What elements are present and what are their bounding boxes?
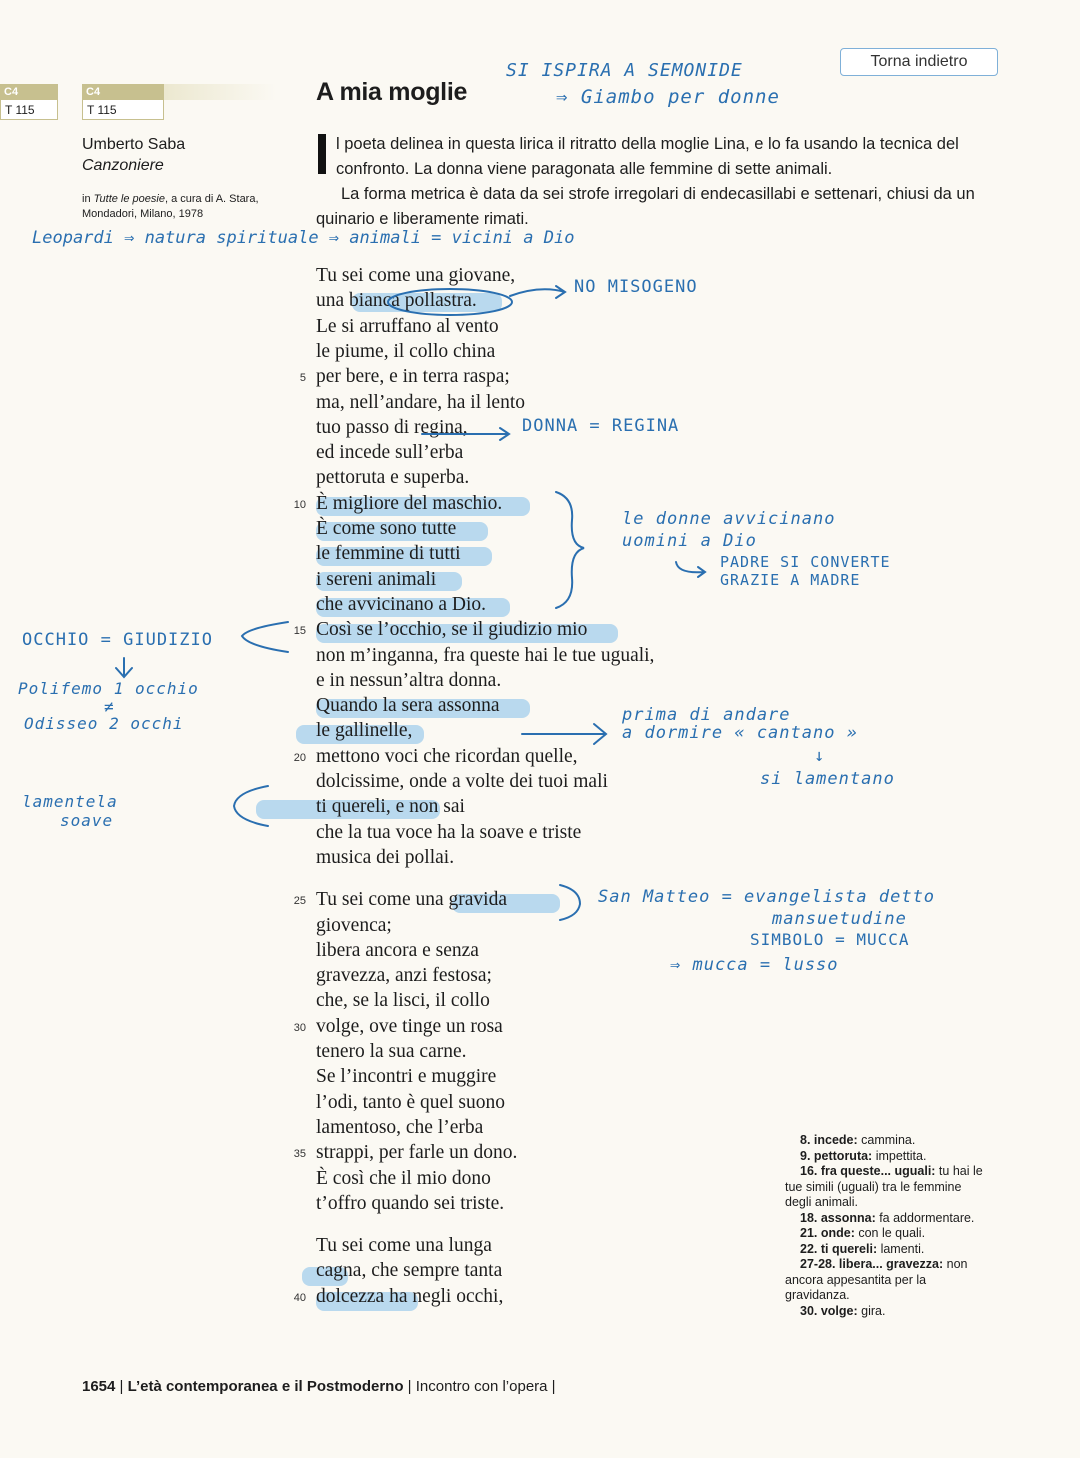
- annotation-arrow-down: ↓: [814, 746, 826, 766]
- chapter-tab-inner[interactable]: C4: [82, 84, 164, 100]
- line-number: 10: [293, 498, 306, 511]
- line-number: 40: [293, 1291, 306, 1304]
- annotation-polifemo: Polifemo 1 occhio: [18, 679, 199, 698]
- intro-paragraph-2: La forma metrica è data da sei strofe irregolari di endecasillabi e settenari, chiusi da un quinario e liberamente rimati.: [316, 185, 975, 228]
- source-info: in Tutte le poesie, a cura di A. Stara, Mondadori, Milano, 1978: [82, 193, 259, 220]
- annotation-matteo-4: ⇒ mucca = lusso: [670, 955, 839, 975]
- arrow-occhio-down: [116, 658, 132, 677]
- verse-line: che la tua voce ha la soave e triste: [316, 821, 582, 843]
- verse-line: ma, nell’andare, ha il lento: [316, 391, 525, 413]
- verse-line: Se l’incontri e muggire: [316, 1066, 497, 1088]
- author-name: Umberto Saba: [82, 136, 186, 153]
- footnote: 21. onde: con le quali.: [800, 1226, 926, 1240]
- intro-paragraph-1: l poeta delinea in questa lirica il ritratto della moglie Lina, e lo fa usando la tecnica del confronto. La donna viene paragonata alle femmine di sette animali.: [336, 135, 959, 178]
- line-number: 20: [293, 751, 306, 764]
- annotation-giambo: ⇒ Giambo per donne: [556, 86, 780, 108]
- chapter-tab-outer[interactable]: C4: [0, 84, 58, 100]
- collection-name: Canzoniere: [82, 157, 164, 174]
- footnote: 18. assonna: fa addormentare.: [800, 1210, 975, 1225]
- verse-line: Così se l’occhio, se il giudizio mio: [316, 619, 588, 641]
- footer-section: Incontro con l’opera: [415, 1378, 548, 1395]
- verse-line: mettono voci che ricordan quelle,: [316, 745, 578, 767]
- footnote: 22. ti quereli: lamenti.: [800, 1241, 925, 1256]
- annotation-occhio: OCCHIO = GIUDIZIO: [22, 630, 213, 650]
- annotation-prima-1: prima di andare: [622, 705, 791, 725]
- verse-line: una bianca pollastra.: [316, 290, 477, 312]
- verse-line: musica dei pollai.: [316, 846, 455, 868]
- poem-title: A mia moglie: [316, 78, 468, 106]
- page-footer: 1654 | L’età contemporanea e il Postmoderno | Incontro con l’opera |: [82, 1378, 556, 1395]
- verse-line: tenero la sua carne.: [316, 1041, 467, 1062]
- line-number: 5: [299, 372, 306, 385]
- verse-line: che avvicinano a Dio.: [316, 593, 487, 615]
- back-button[interactable]: Torna indietro: [840, 48, 998, 76]
- annotation-odisseo: Odisseo 2 occhi: [24, 714, 184, 733]
- annotation-prima-2: a dormire « cantano »: [622, 723, 858, 743]
- circle-pollastra: [388, 289, 512, 315]
- verse-line: ed incede sull’erba: [316, 442, 464, 464]
- verse-line: Tu sei come una giovane,: [316, 265, 516, 286]
- footnote: 9. pettoruta: impettita.: [800, 1148, 927, 1163]
- page-number: 1654: [82, 1378, 116, 1395]
- annotation-matteo-2: mansuetudine: [772, 909, 907, 929]
- verse-line: dolcissime, onde a volte dei tuoi mali: [316, 771, 608, 792]
- bracket-gravida: [560, 885, 580, 920]
- verse-line: volge, ove tinge un rosa: [316, 1015, 503, 1037]
- annotation-lamentela-1: lamentela: [22, 792, 118, 811]
- footnote: 8. incede: cammina.: [800, 1133, 916, 1147]
- verse-line: le femmine di tutti: [316, 543, 461, 565]
- verse-line: l’odi, tanto è quel suono: [316, 1091, 506, 1113]
- annotation-matteo-1: San Matteo = evangelista detto: [598, 887, 936, 907]
- annotation-not-equal: ≠: [104, 697, 115, 716]
- arrow-misogeno: [510, 286, 565, 298]
- verse-line: strappi, per farle un dono.: [316, 1142, 518, 1164]
- verse-line: cagna, che sempre tanta: [316, 1260, 503, 1282]
- footnote: 16. fra queste... uguali: tu hai le tue simili (uguali) tra le femmine degli animali.: [785, 1164, 983, 1209]
- annotation-matteo-3: SIMBOLO = MUCCA: [750, 930, 910, 949]
- verse-line: dolcezza ha negli occhi,: [316, 1285, 504, 1307]
- annotation-leopardi: Leopardi ⇒ natura spirituale ⇒ animali = vicini a Dio: [32, 228, 575, 248]
- arrow-prima: [522, 724, 606, 744]
- verse-line: pettoruta e superba.: [316, 467, 470, 489]
- verse-line: per bere, e in terra raspa;: [316, 366, 510, 388]
- annotation-misogeno: NO MISOGENO: [574, 277, 698, 297]
- verse-line: t’offro quando sei triste.: [316, 1192, 505, 1214]
- verse-line: Tu sei come una gravida: [316, 889, 507, 911]
- verse-line: giovenca;: [316, 914, 392, 936]
- annotation-semonide: SI ISPIRA A SEMONIDE: [506, 60, 743, 81]
- verse-line: Quando la sera assonna: [316, 695, 500, 717]
- annotation-dio-2: uomini a Dio: [622, 531, 757, 551]
- text-tab-inner[interactable]: T 115: [82, 100, 164, 120]
- verse-line: gravezza, anzi festosa;: [316, 965, 492, 987]
- line-number: 30: [293, 1021, 306, 1034]
- footnotes: [785, 1133, 985, 1319]
- annotation-padre-2: GRAZIE A MADRE: [720, 571, 861, 589]
- verse-line: i sereni animali: [316, 568, 437, 590]
- annotation-lamentano: si lamentano: [760, 769, 895, 789]
- line-number: 35: [293, 1148, 306, 1161]
- arrow-padre: [676, 562, 705, 577]
- verse-line: lamentoso, che l’erba: [316, 1116, 484, 1138]
- line-number: 25: [293, 895, 306, 908]
- verse-line: È così che il mio dono: [316, 1167, 491, 1189]
- annotation-regina: DONNA = REGINA: [522, 416, 680, 436]
- verse-line: tuo passo di regina,: [316, 416, 468, 438]
- bracket-lamentela: [234, 786, 268, 826]
- annotation-lamentela-2: soave: [60, 811, 114, 830]
- verse-line: ti quereli, e non sai: [316, 796, 465, 818]
- footnote: 30. volge: gira.: [800, 1303, 886, 1318]
- verse-line: Le si arruffano al vento: [316, 315, 499, 337]
- verse-line: libera ancora e senza: [316, 939, 479, 961]
- verse-line: È come sono tutte: [316, 518, 457, 539]
- arrow-regina: [422, 428, 509, 440]
- verse-line: le piume, il collo china: [316, 340, 496, 362]
- verse-line: Tu sei come una lunga: [316, 1235, 492, 1257]
- annotation-padre-1: PADRE SI CONVERTE: [720, 553, 891, 571]
- verse-line: che, se la lisci, il collo: [316, 990, 490, 1012]
- verse-line: le gallinelle,: [316, 720, 413, 742]
- brace-dio: [556, 492, 584, 608]
- text-tab-outer[interactable]: T 115: [0, 100, 58, 120]
- annotation-dio-1: le donne avvicinano: [622, 509, 836, 529]
- bracket-occhio: [242, 622, 288, 652]
- footnote: 27-28. libera... gravezza: non ancora appesantita per la gravidanza.: [785, 1257, 968, 1302]
- footer-part: L’età contemporanea e il Postmoderno: [127, 1378, 404, 1395]
- verse-line: È migliore del maschio.: [316, 492, 503, 514]
- line-number: 15: [293, 625, 306, 638]
- verse-line: e in nessun’altra donna.: [316, 669, 502, 691]
- verse-line: non m’inganna, fra queste hai le tue uguali,: [316, 644, 655, 666]
